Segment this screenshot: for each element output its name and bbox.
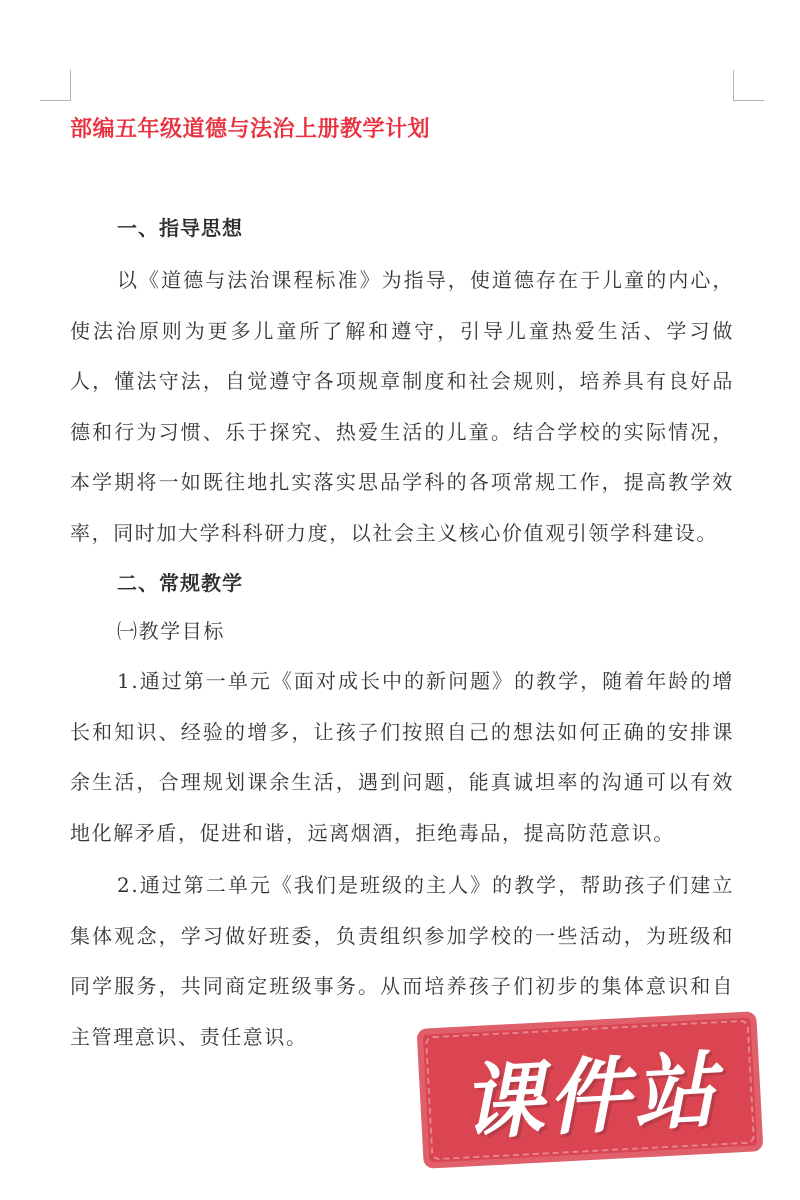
subheading-teaching-goals: ㈠教学目标: [117, 619, 225, 643]
section-paragraph-guiding-ideology: 以《道德与法治课程标准》为指导，使道德存在于儿童的内心，使法治原则为更多儿童所了解和遵守，引导儿童热爱生活、学习做人，懂法守法，自觉遵守各项规章制度和社会规则，培养具有良好品德和行为习惯、乐于探究、热爱生活的儿童。结合学校的实际情况，本学期将一如既往地扎实落实思品学科的各项常规工作，提高教学效率，同时加大学科科研力度，以社会主义核心价值观引领学科建设。: [70, 268, 734, 545]
goal-item-1: 1.通过第一单元《面对成长中的新问题》的教学，随着年龄的增长和知识、经验的增多，让孩子们按照自己的想法如何正确的安排课余生活，合理规划课余生活，遇到问题，能真诚坦率的沟通可以有效地化解矛盾，促进和谐，远离烟酒，拒绝毒品，提高防范意识。: [70, 669, 734, 845]
watermark-stamp: [417, 1011, 764, 1169]
document-body: [70, 205, 734, 1062]
page-corner-mark-top-right: [733, 70, 764, 101]
goal-item-2: 2.通过第二单元《我们是班级的主人》的教学，帮助孩子们建立集体观念，学习做好班委，负责组织参加学校的一些活动，为班级和同学服务，共同商定班级事务。从而培养孩子们初步的集体意识和自主管理意识、责任意识。: [70, 873, 734, 1049]
section-heading-guiding-ideology: 一、指导思想: [117, 216, 243, 240]
page-corner-mark-top-left: [40, 70, 71, 101]
document-title: 部编五年级道德与法治上册教学计划: [70, 117, 431, 142]
watermark-stamp-text: 课件站: [459, 1042, 722, 1152]
section-heading-routine-teaching: 二、常规教学: [117, 571, 243, 595]
